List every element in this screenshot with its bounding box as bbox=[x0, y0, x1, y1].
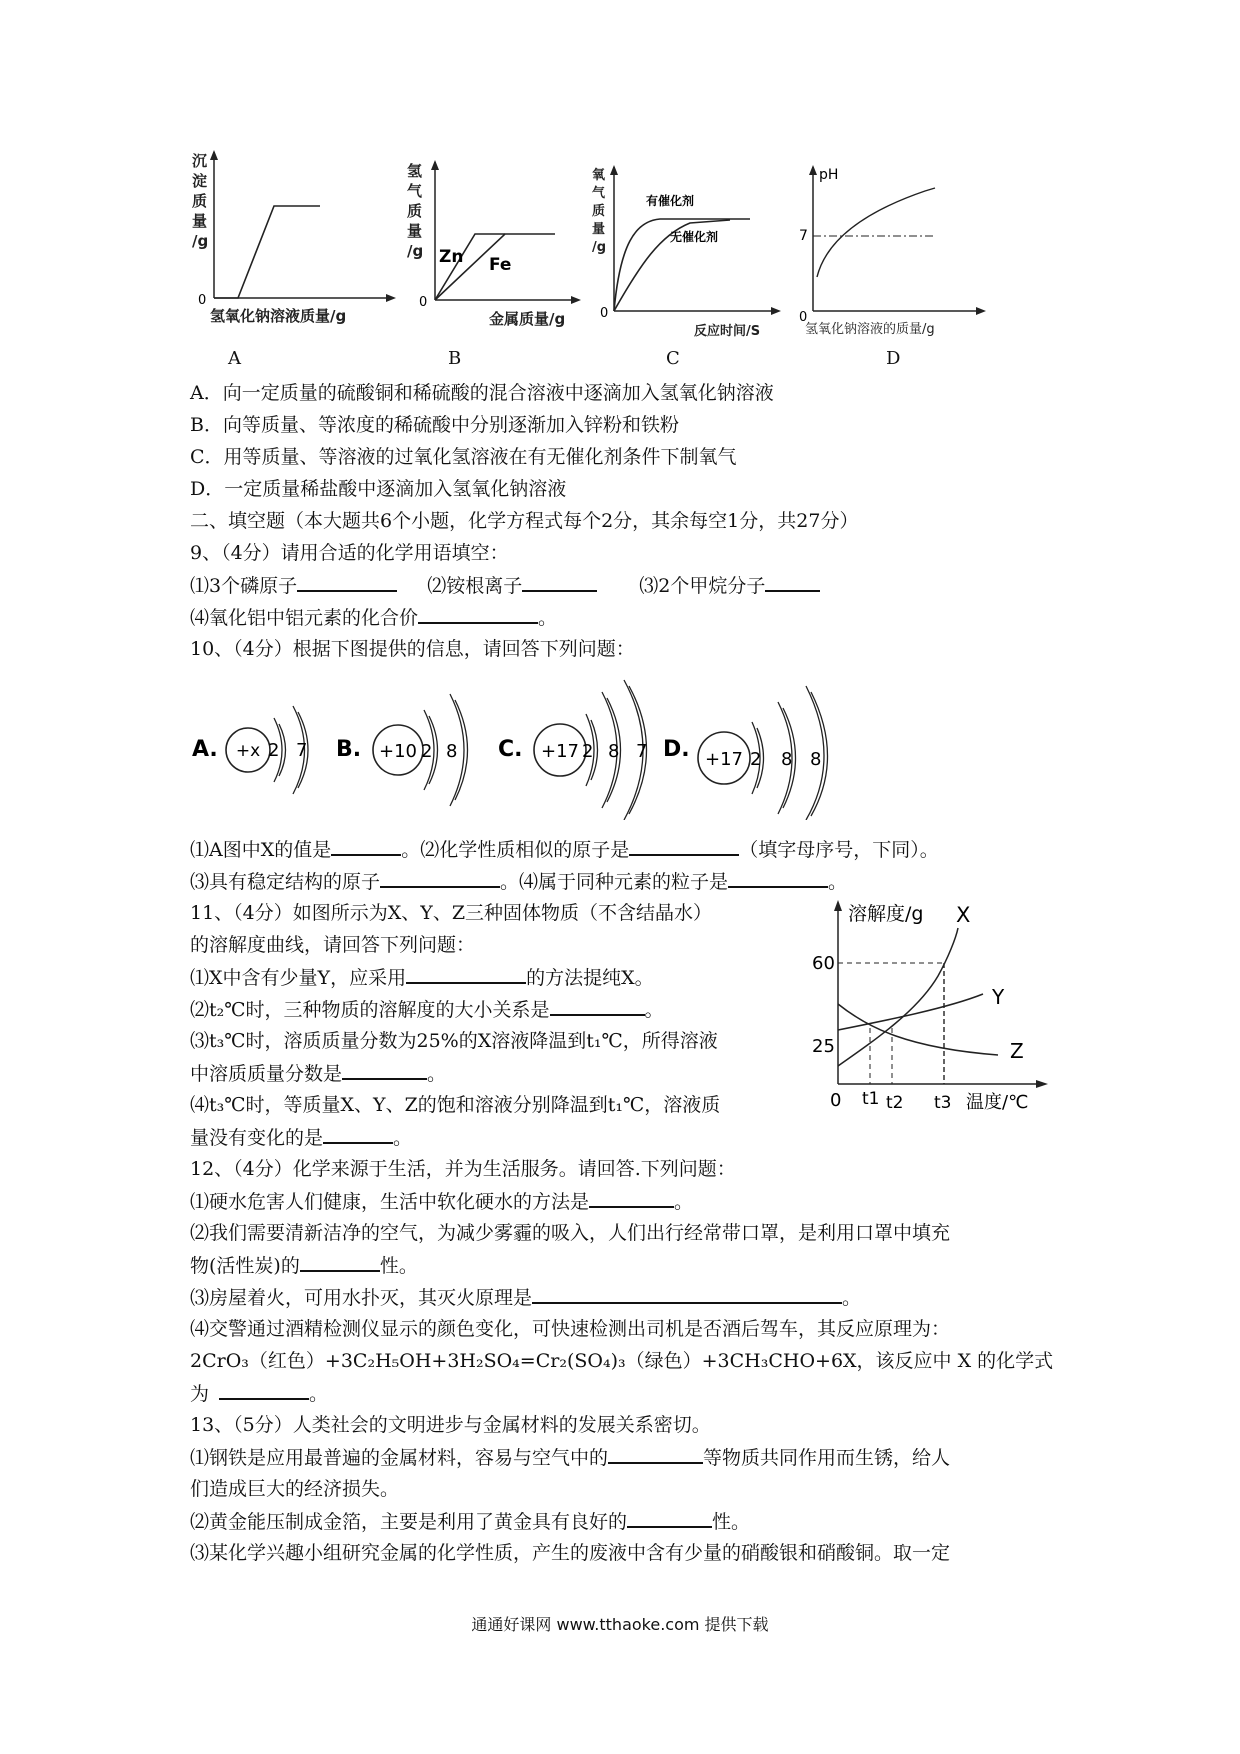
atom-d-nucleus: +17 bbox=[705, 749, 743, 770]
q11-p2-end: 。 bbox=[644, 999, 664, 1021]
graph-a-origin: 0 bbox=[198, 293, 207, 308]
q12-line4 bbox=[190, 1282, 861, 1313]
q9-p2: ⑵铵根离子 bbox=[427, 575, 523, 597]
atom-a-shell-1: 2 bbox=[268, 740, 280, 761]
q11-p3a: ⑶t₃℃时，溶质质量分数为25%的X溶液降温到t₁℃，所得溶液 bbox=[190, 1030, 718, 1052]
atom-b bbox=[336, 694, 468, 806]
q10-q2-end: （填字母序号，下同）。 bbox=[739, 839, 939, 861]
chart-x-curve-label: X bbox=[956, 903, 971, 927]
q9-p4: ⑷氧化铝中铝元素的化合价 bbox=[190, 607, 419, 629]
q12-p4-end: 。 bbox=[309, 1383, 329, 1405]
q12-p3: ⑶房屋着火，可用水扑灭，其灭火原理是 bbox=[190, 1287, 533, 1309]
atom-d bbox=[663, 686, 828, 820]
q11-line1 bbox=[190, 962, 654, 993]
chart-y-curve-label: Y bbox=[992, 985, 1005, 1009]
graph-b-zn-label: Zn bbox=[439, 247, 464, 267]
graph-a bbox=[190, 150, 423, 330]
q9-p3: ⑶2个甲烷分子 bbox=[639, 575, 766, 597]
q12-line7 bbox=[190, 1378, 328, 1409]
q11-p3b: 中溶质质量分数是 bbox=[190, 1063, 343, 1085]
chart-xlabel: 温度/℃ bbox=[966, 1092, 1029, 1113]
chart-t2: t2 bbox=[886, 1093, 904, 1113]
atom-a-nucleus: +x bbox=[235, 741, 261, 761]
q13-line3 bbox=[190, 1506, 750, 1537]
q11-p1-end: 的方法提纯X。 bbox=[526, 967, 654, 989]
q12-p4c: 为 bbox=[190, 1383, 210, 1405]
atom-a-shell-2: 7 bbox=[296, 740, 308, 761]
graph-d-xlabel: 氢氧化钠溶液的质量/g bbox=[805, 322, 935, 337]
atom-d-shell-1: 2 bbox=[750, 749, 762, 770]
graph-b-fe-label: Fe bbox=[489, 255, 512, 275]
q11-line4 bbox=[190, 1058, 446, 1089]
graph-c-ylabel-3: 质 bbox=[592, 204, 606, 219]
q10-q3: ⑶具有稳定结构的原子 bbox=[190, 871, 381, 893]
q12-p4a: ⑷交警通过酒精检测仪显示的颜色变化，可快速检测出司机是否酒后驾车，其反应原理为： bbox=[190, 1318, 951, 1340]
q10-q4: ⑷属于同种元素的粒子是 bbox=[519, 871, 729, 893]
q9-title: 9、（4分）请用合适的化学用语填空： bbox=[190, 542, 509, 564]
q11-line6 bbox=[190, 1122, 412, 1153]
graph-c-ylabel-1: 氧 bbox=[592, 168, 606, 183]
q11-title: 11、（4分）如图所示为X、Y、Z三种固体物质（不含结晶水） bbox=[190, 902, 713, 924]
atom-b-shell-2: 8 bbox=[446, 741, 458, 762]
graph-a-ylabel-3: 质 bbox=[192, 192, 208, 210]
q10-q4-end: 。 bbox=[828, 871, 848, 893]
option-c: C．用等质量、等溶液的过氧化氢溶液在有无催化剂条件下制氧气 bbox=[190, 446, 737, 468]
q13-blank1[interactable] bbox=[608, 1442, 703, 1464]
q12-p3-end: 。 bbox=[842, 1287, 862, 1309]
q10-q2: ⑵化学性质相似的原子是 bbox=[420, 839, 630, 861]
q10-blank1[interactable] bbox=[331, 834, 401, 856]
q9-blank1[interactable] bbox=[297, 570, 397, 592]
q9-blank3[interactable] bbox=[765, 570, 820, 592]
q12-p1: ⑴硬水危害人们健康，生活中软化硬水的方法是 bbox=[190, 1191, 590, 1213]
q12-p1-end: 。 bbox=[674, 1191, 694, 1213]
graph-d-seven: 7 bbox=[799, 228, 808, 244]
q10-q1: ⑴A图中X的值是 bbox=[190, 839, 332, 861]
graph-c bbox=[590, 165, 790, 345]
graph-d-letter: D bbox=[886, 348, 901, 369]
q11-blank4[interactable] bbox=[323, 1122, 393, 1144]
q13-title: 13、（5分）人类社会的文明进步与金属材料的发展关系密切。 bbox=[190, 1414, 711, 1436]
graph-a-ylabel-1: 沉 bbox=[192, 152, 208, 170]
atom-c bbox=[498, 680, 647, 820]
q11-title2: 的溶解度曲线，请回答下列问题： bbox=[190, 934, 476, 956]
q12-blank3[interactable] bbox=[532, 1282, 842, 1304]
section-heading: 二、填空题（本大题共6个小题，化学方程式每个2分，其余每空1分，共27分） bbox=[190, 510, 859, 532]
q11-p4-end: 。 bbox=[393, 1127, 413, 1149]
q13-line1 bbox=[190, 1442, 950, 1473]
q9-line1 bbox=[190, 570, 820, 601]
atom-c-shell-3: 7 bbox=[636, 741, 648, 762]
q11-p4a: ⑷t₃℃时，等质量X、Y、Z的饱和溶液分别降温到t₁℃，溶液质 bbox=[190, 1094, 721, 1116]
graph-b bbox=[405, 160, 585, 330]
option-d: D．一定质量稀盐酸中逐滴加入氢氧化钠溶液 bbox=[190, 478, 567, 500]
q12-blank4[interactable] bbox=[219, 1378, 309, 1400]
atom-b-nucleus: +10 bbox=[379, 741, 417, 762]
graph-a-ylabel-2: 淀 bbox=[192, 172, 208, 190]
q10-blank2[interactable] bbox=[629, 834, 739, 856]
q10-title: 10、（4分）根据下图提供的信息，请回答下列问题： bbox=[190, 638, 635, 660]
graph-c-origin: 0 bbox=[600, 306, 609, 321]
curve-z bbox=[838, 1004, 998, 1055]
q11-p2: ⑵t₂℃时，三种物质的溶解度的大小关系是 bbox=[190, 999, 550, 1021]
q12-p4b: 2CrO₃（红色）+3C₂H₅OH+3H₂SO₄=Cr₂(SO₄)₃（绿色）+3CH₃CHO+6X，该反应中 X 的化学式 bbox=[190, 1350, 1054, 1372]
q12-p2a: ⑵我们需要清新洁净的空气，为减少雾霾的吸入，人们出行经常带口罩，是利用口罩中填充 bbox=[190, 1222, 951, 1244]
q11-p1: ⑴X中含有少量Y，应采用 bbox=[190, 967, 407, 989]
q11-line2 bbox=[190, 994, 664, 1025]
chart-z-curve-label: Z bbox=[1010, 1039, 1024, 1063]
graph-b-ylabel-1: 氢 bbox=[407, 162, 423, 180]
q13-p1b: 等物质共同作用而生锈，给人 bbox=[703, 1447, 951, 1469]
q9-blank2[interactable] bbox=[522, 570, 597, 592]
option-b: B．向等质量、等浓度的稀硫酸中分别逐渐加入锌粉和铁粉 bbox=[190, 414, 679, 436]
q13-blank2[interactable] bbox=[627, 1506, 712, 1528]
q12-blank1[interactable] bbox=[589, 1186, 674, 1208]
graph-b-ylabel-2: 气 bbox=[407, 182, 423, 200]
q11-blank1[interactable] bbox=[406, 962, 526, 984]
q10-line1 bbox=[190, 834, 939, 865]
chart-y60: 60 bbox=[812, 953, 835, 974]
graph-d-ylabel: pH bbox=[819, 167, 839, 183]
graph-a-letter: A bbox=[228, 348, 241, 369]
curve-x bbox=[838, 928, 958, 1066]
atom-a-letter: A. bbox=[192, 737, 218, 762]
solubility-chart bbox=[808, 898, 1058, 1128]
graph-d-origin: 0 bbox=[799, 310, 808, 325]
graph-b-ylabel-5: /g bbox=[407, 242, 424, 260]
q12-title: 12、（4分）化学来源于生活，并为生活服务。请回答.下列问题： bbox=[190, 1158, 736, 1180]
graph-c-catalyst-label: 有催化剂 bbox=[646, 194, 695, 208]
graph-c-ylabel-5: /g bbox=[592, 240, 607, 255]
q12-line3 bbox=[190, 1250, 418, 1281]
curve-y bbox=[838, 994, 983, 1030]
atom-c-letter: C. bbox=[498, 737, 523, 762]
atom-c-shell-1: 2 bbox=[582, 741, 594, 762]
graph-b-origin: 0 bbox=[419, 295, 428, 310]
q11-p4b: 量没有变化的是 bbox=[190, 1127, 324, 1149]
atom-diagrams bbox=[188, 670, 948, 820]
q12-blank2[interactable] bbox=[300, 1250, 380, 1272]
q12-p2-end: 性。 bbox=[379, 1255, 418, 1277]
atom-c-nucleus: +17 bbox=[541, 741, 579, 762]
q10-q1-end: 。 bbox=[401, 839, 421, 861]
q13-p1c: 们造成巨大的经济损失。 bbox=[190, 1478, 400, 1500]
atom-d-shell-2: 8 bbox=[781, 749, 793, 770]
page-footer: 通通好课网 www.tthaoke.com 提供下载 bbox=[471, 1615, 769, 1634]
q11-blank3[interactable] bbox=[342, 1058, 427, 1080]
q11-p3-end: 。 bbox=[427, 1063, 447, 1085]
q12-line1 bbox=[190, 1186, 693, 1217]
graph-a-ylabel-4: 量 bbox=[192, 212, 208, 230]
atom-b-shell-1: 2 bbox=[421, 741, 433, 762]
graph-a-xlabel: 氢氧化钠溶液质量/g bbox=[210, 307, 347, 325]
q13-p2: ⑵黄金能压制成金箔，主要是利用了黄金具有良好的 bbox=[190, 1511, 628, 1533]
q13-p1a: ⑴钢铁是应用最普遍的金属材料，容易与空气中的 bbox=[190, 1447, 609, 1469]
chart-ylabel: 溶解度/g bbox=[848, 903, 924, 925]
chart-origin: 0 bbox=[830, 1090, 842, 1111]
chart-t1: t1 bbox=[862, 1089, 880, 1109]
q10-q3-end: 。 bbox=[500, 871, 520, 893]
q13-p2-end: 性。 bbox=[712, 1511, 751, 1533]
graph-b-ylabel-4: 量 bbox=[407, 222, 423, 240]
option-a: A．向一定质量的硫酸铜和稀硫酸的混合溶液中逐滴加入氢氧化钠溶液 bbox=[190, 382, 774, 404]
q11-blank2[interactable] bbox=[550, 994, 645, 1016]
atom-d-letter: D. bbox=[663, 737, 690, 762]
chart-y25: 25 bbox=[812, 1036, 835, 1057]
graph-b-letter: B bbox=[448, 348, 462, 369]
graph-c-no-catalyst-label: 无催化剂 bbox=[670, 230, 719, 244]
atom-b-letter: B. bbox=[336, 737, 362, 762]
graph-b-xlabel: 金属质量/g bbox=[489, 310, 566, 328]
q9-p1: ⑴3个磷原子 bbox=[190, 575, 298, 597]
q10-blank3[interactable] bbox=[380, 866, 500, 888]
q9-end: 。 bbox=[538, 607, 558, 629]
atom-d-shell-3: 8 bbox=[810, 749, 822, 770]
chart-t3: t3 bbox=[934, 1093, 952, 1113]
atom-c-shell-2: 8 bbox=[608, 741, 620, 762]
q10-line2 bbox=[190, 866, 847, 897]
q13-p3: ⑶某化学兴趣小组研究金属的化学性质，产生的废液中含有少量的硝酸银和硝酸铜。取一定 bbox=[190, 1542, 951, 1564]
graph-c-ylabel-2: 气 bbox=[592, 186, 606, 201]
graph-c-ylabel-4: 量 bbox=[592, 222, 606, 237]
q12-p2b: 物(活性炭)的 bbox=[190, 1255, 300, 1277]
graph-c-letter: C bbox=[666, 348, 680, 369]
graph-d bbox=[795, 165, 995, 345]
graph-a-curve bbox=[214, 206, 320, 298]
q9-line2 bbox=[190, 602, 557, 633]
graph-a-ylabel-5: /g bbox=[192, 232, 209, 250]
q9-blank4[interactable] bbox=[418, 602, 538, 624]
atom-a bbox=[192, 706, 308, 794]
graph-b-ylabel-3: 质 bbox=[407, 202, 423, 220]
q10-blank4[interactable] bbox=[728, 866, 828, 888]
graph-d-ph-curve bbox=[817, 188, 935, 277]
graph-c-xlabel: 反应时间/S bbox=[694, 324, 761, 339]
